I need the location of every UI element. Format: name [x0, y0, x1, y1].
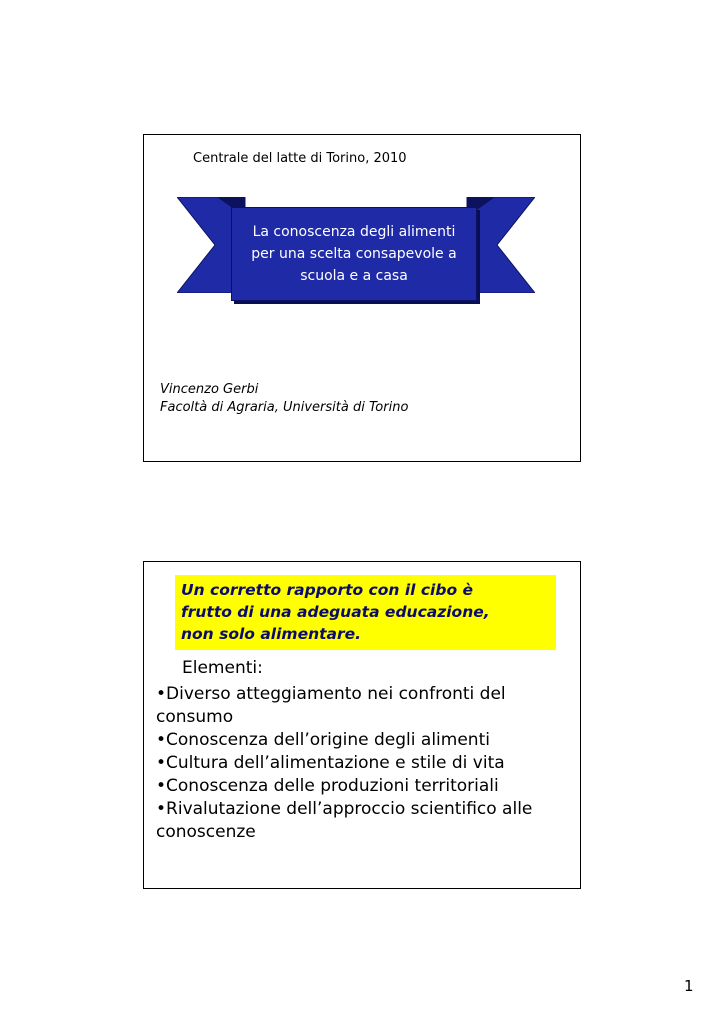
page-number: 1: [684, 977, 694, 995]
slide-header: Centrale del latte di Torino, 2010: [193, 151, 407, 166]
bullet-item: •Conoscenza delle produzioni territoriali: [156, 776, 499, 796]
author-name: Vincenzo Gerbi: [160, 382, 259, 397]
title-line: scuola e a casa: [300, 268, 408, 284]
subheading: Elementi:: [182, 658, 263, 678]
bullet-item: •Cultura dell’alimentazione e stile di vita: [156, 753, 505, 773]
title-line: per una scelta consapevole a: [251, 246, 457, 262]
author-block: [160, 381, 408, 417]
slide-1: [143, 134, 581, 462]
title-box: [231, 207, 477, 301]
bullet-item: •Rivalutazione dell’approccio scientifico alle conoscenze: [156, 799, 533, 842]
bullet-item: •Diverso atteggiamento nei confronti del consumo: [156, 684, 506, 727]
author-affiliation: Facoltà di Agraria, Università di Torino: [160, 400, 409, 415]
highlight-line: Un corretto rapporto con il cibo è: [181, 581, 474, 599]
highlight-line: frutto di una adeguata educazione,: [181, 603, 490, 621]
bullet-list: [156, 683, 574, 844]
slide-2: [143, 561, 581, 889]
presentation-title: [236, 221, 472, 287]
bullet-item: •Conoscenza dell’origine degli alimenti: [156, 730, 490, 750]
ribbon-right-tail: [467, 197, 535, 293]
highlight-text: [181, 579, 550, 645]
highlight-box: [175, 575, 556, 650]
title-line: La conoscenza degli alimenti: [252, 224, 456, 240]
highlight-line: non solo alimentare.: [181, 625, 362, 643]
